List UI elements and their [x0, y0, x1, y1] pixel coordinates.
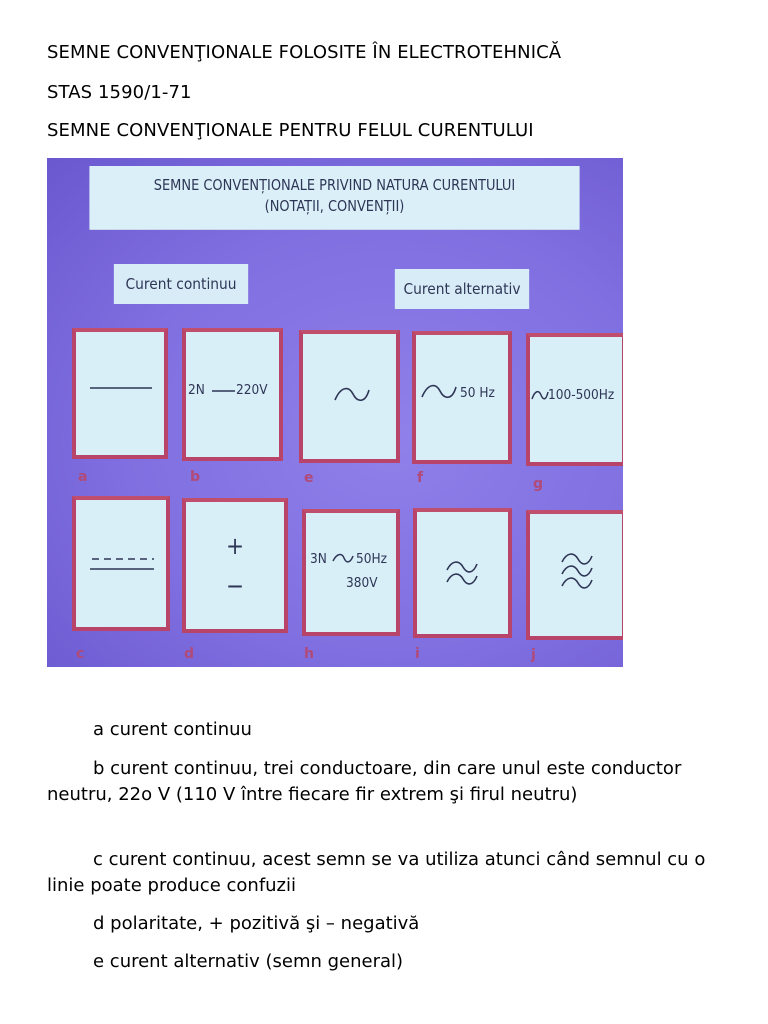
section-subtitle: SEMNE CONVENŢIONALE PENTRU FELUL CURENTULUI	[47, 120, 534, 141]
dc-double-line-icon	[76, 500, 166, 627]
symbols-chart-photo	[47, 158, 623, 667]
symbol-card-f	[412, 331, 512, 464]
symbol-letter-a: a	[78, 469, 88, 485]
symbol-h-voltage: 380V	[346, 575, 378, 591]
description-a: a curent continuu	[93, 719, 252, 740]
tilde-icon	[303, 334, 396, 459]
symbol-card-j	[526, 510, 623, 640]
symbol-h-frequency: 50Hz	[356, 551, 387, 567]
chart-title-board	[89, 166, 579, 229]
description-e: e curent alternativ (semn general)	[93, 951, 404, 972]
triple-tilde-icon	[530, 514, 622, 636]
document-title: SEMNE CONVENŢIONALE FOLOSITE ÎN ELECTROTEHNICĂ	[47, 42, 562, 63]
tilde-icon	[306, 513, 396, 632]
symbol-card-e	[299, 330, 400, 463]
symbol-letter-c: c	[76, 646, 85, 662]
symbol-letter-i: i	[415, 646, 420, 662]
symbol-letter-g: g	[533, 476, 544, 492]
symbol-letter-f: f	[417, 470, 424, 486]
double-tilde-icon	[417, 512, 508, 634]
symbol-card-a	[72, 328, 168, 459]
symbol-card-d	[182, 498, 288, 633]
symbol-b-2n: 2N	[188, 382, 205, 398]
symbol-letter-h: h	[304, 646, 314, 662]
symbol-f-frequency: 50 Hz	[460, 385, 495, 401]
chart-title-line1: SEMNE CONVENȚIONALE PRIVIND NATURA CURENTULUI	[153, 176, 516, 194]
standard-reference: STAS 1590/1-71	[47, 82, 192, 103]
symbol-card-i	[413, 508, 512, 638]
symbol-letter-d: d	[184, 646, 195, 662]
description-c: c curent continuu, acest semn se va utiliza atunci când semnul cu o linie poate produce confuzii	[47, 849, 706, 896]
minus-sign: −	[225, 572, 245, 600]
symbol-card-h	[302, 509, 400, 636]
symbol-letter-j: j	[531, 647, 536, 663]
chart-title-line2: (NOTAȚII, CONVENȚII)	[264, 197, 405, 215]
symbol-g-frequency-range: 100-500Hz	[548, 387, 615, 403]
plus-sign: +	[225, 532, 245, 560]
symbol-card-g	[526, 333, 623, 466]
symbol-letter-e: e	[304, 470, 314, 486]
description-d: d polaritate, + pozitivă şi – negativă	[93, 913, 420, 934]
label-alternating-current: Curent alternativ	[395, 269, 529, 309]
label-direct-current: Curent continuu	[114, 264, 248, 304]
symbol-card-b	[182, 328, 283, 461]
description-b: b curent continuu, trei conductoare, din care unul este conductor neutru, 22o V (110 V între fiecare fir extrem şi firul neutru)	[47, 758, 682, 805]
symbol-b-220v: 220V	[236, 382, 268, 398]
symbol-h-3n: 3N	[310, 551, 327, 567]
symbol-card-c	[72, 496, 170, 631]
dc-line-icon	[76, 332, 164, 455]
symbol-letter-b: b	[190, 469, 201, 485]
